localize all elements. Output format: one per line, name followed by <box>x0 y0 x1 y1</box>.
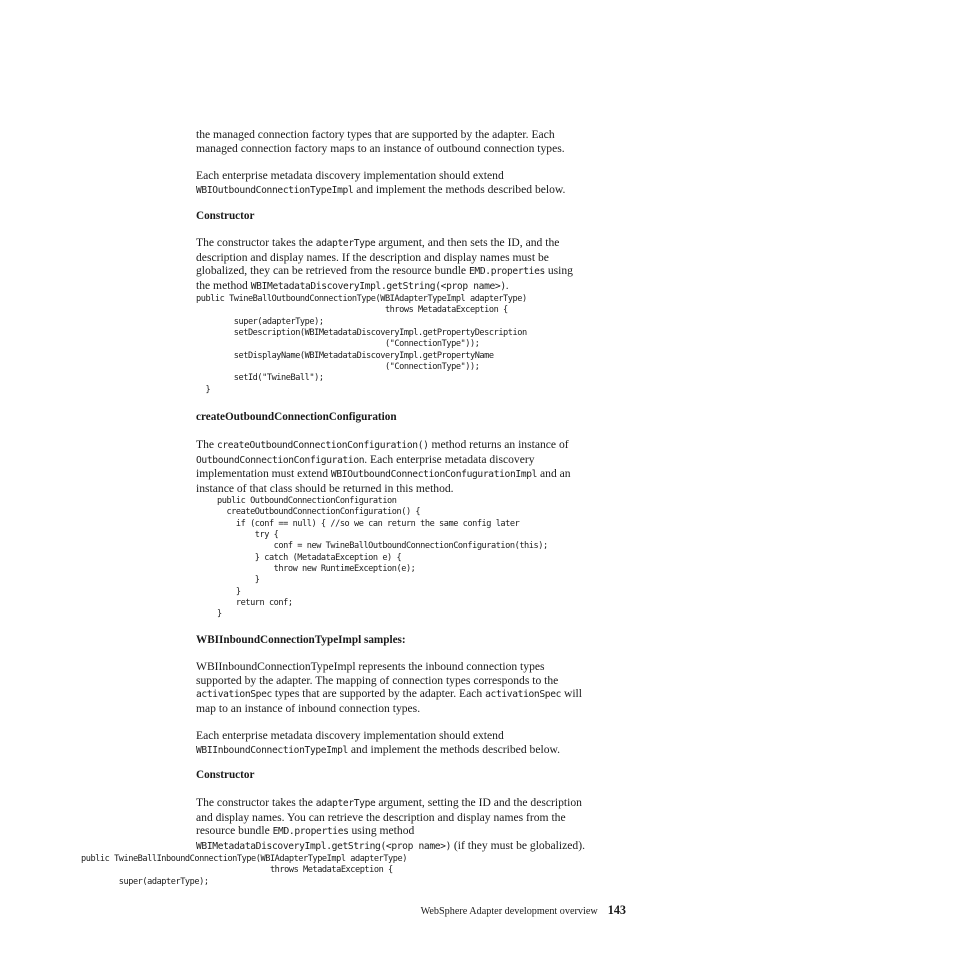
paragraph-line <box>196 183 628 198</box>
code-line: if (conf == null) { //so we can return the same config later <box>217 518 520 529</box>
paragraph-line <box>196 453 628 468</box>
paragraph-text: using method <box>348 824 415 838</box>
paragraph-line: instance of that class should be returned in this method. <box>196 481 454 495</box>
inline-code: adapterType <box>315 238 376 249</box>
section-heading-create-outbound: createOutboundConnectionConfiguration <box>196 411 397 423</box>
inline-code: activationSpec <box>196 689 272 701</box>
inline-code: OutboundConnectionConfiguration <box>196 454 365 466</box>
paragraph-text: resource bundle <box>196 824 273 838</box>
intro-paragraph <box>196 128 628 155</box>
code-line: public TwineBallOutboundConnectionType(WBIAdapterTypeImpl adapterType) <box>196 294 527 304</box>
create-description <box>196 438 628 495</box>
constructor-description <box>196 796 628 853</box>
code-line: setDisplayName(WBIMetadataDiscoveryImpl.getPropertyName <box>196 350 494 361</box>
paragraph-text: (if they must be globalized). <box>451 838 585 852</box>
constructor-description <box>196 236 628 293</box>
code-line: super(adapterType); <box>81 876 209 887</box>
code-line: } <box>217 609 222 620</box>
paragraph-text: types that are supported by the adapter. Each <box>271 687 486 701</box>
code-block-create-outbound <box>217 496 548 621</box>
paragraph-text: implementation must extend <box>196 467 331 481</box>
paragraph-line: Each enterprise metadata discovery implementation should extend <box>196 169 504 182</box>
code-line: throws MetadataException { <box>81 865 393 876</box>
inline-code: activationSpec <box>485 689 562 701</box>
paragraph-text: argument, and then sets the ID, and the <box>375 236 560 249</box>
code-line: ("ConnectionType")); <box>196 362 480 373</box>
code-line: throw new RuntimeException(e); <box>217 564 416 575</box>
intro-line: the managed connection factory types that are supported by the adapter. Each <box>196 128 555 141</box>
paragraph-text: and implement the methods described below. <box>347 742 561 756</box>
inline-code: WBIMetadataDiscoveryImpl.getString(<prop name>) <box>250 280 506 292</box>
paragraph-line: description and display names. If the description and display names must be <box>196 250 549 264</box>
code-line: return conf; <box>217 598 293 609</box>
paragraph-text: will <box>561 687 582 701</box>
section-heading-inbound-samples: WBIInboundConnectionTypeImpl samples: <box>196 634 406 646</box>
inline-code: WBIMetadataDiscoveryImpl.getString(<prop name>) <box>196 840 452 852</box>
inline-code: adapterType <box>315 798 376 809</box>
paragraph-line <box>196 839 628 854</box>
section-heading-constructor: Constructor <box>196 769 255 781</box>
code-line: setDescription(WBIMetadataDiscoveryImpl.getPropertyDescription <box>196 328 527 339</box>
page-number: 143 <box>607 903 626 917</box>
paragraph-text: globalized, they can be retrieved from the resource bundle <box>196 264 469 278</box>
paragraph-text: The constructor takes the <box>196 796 316 809</box>
code-block-inbound-constructor <box>81 854 407 888</box>
code-line: createOutboundConnectionConfiguration() { <box>217 507 421 518</box>
code-line: public OutboundConnectionConfiguration <box>217 496 397 506</box>
paragraph-text: argument, setting the ID and the description <box>375 796 582 809</box>
paragraph-line <box>196 796 628 811</box>
inbound-extend-paragraph <box>196 729 628 757</box>
inline-code: WBIOutboundConnectionConfugurationImpl <box>330 469 538 481</box>
outbound-extend-paragraph <box>196 169 628 197</box>
paragraph-line <box>196 279 628 294</box>
code-line: } <box>196 384 211 395</box>
paragraph-line: and display names. You can retrieve the description and display names from the <box>196 810 566 824</box>
paragraph-text: . <box>505 278 509 292</box>
section-heading-constructor: Constructor <box>196 210 255 222</box>
paragraph-text: The constructor takes the <box>196 236 316 249</box>
inline-code: WBIOutboundConnectionTypeImpl <box>196 184 354 196</box>
paragraph-line <box>196 264 628 279</box>
paragraph-text: method returns an instance of <box>428 438 569 451</box>
paragraph-text: and an <box>537 467 571 481</box>
code-line: } catch (MetadataException e) { <box>217 552 402 563</box>
paragraph-text: and implement the methods described below. <box>353 182 566 196</box>
paragraph-line <box>196 743 628 758</box>
inbound-description <box>196 660 628 715</box>
page-footer <box>414 903 626 919</box>
paragraph-text: using <box>544 264 573 278</box>
paragraph-line <box>196 236 628 251</box>
inline-code: WBIInboundConnectionTypeImpl <box>196 744 348 756</box>
paragraph-line <box>196 467 628 482</box>
code-line: conf = new TwineBallOutboundConnectionConfiguration(this); <box>217 541 548 552</box>
code-line: public TwineBallInboundConnectionType(WBIAdapterTypeImpl adapterType) <box>81 854 407 864</box>
paragraph-line: supported by the adapter. The mapping of connection types corresponds to the <box>196 673 559 687</box>
intro-line: managed connection factory maps to an instance of outbound connection types. <box>196 141 565 155</box>
code-block-outbound-constructor <box>196 294 527 396</box>
code-line: throws MetadataException { <box>196 305 508 316</box>
paragraph-text: . Each enterprise metadata discovery <box>364 452 535 466</box>
code-line: setId("TwineBall"); <box>196 373 324 384</box>
paragraph-line <box>196 438 628 453</box>
code-line: ("ConnectionType")); <box>196 339 480 350</box>
paragraph-line: map to an instance of inbound connection types. <box>196 701 421 715</box>
code-line: super(adapterType); <box>196 316 324 327</box>
code-line: try { <box>217 530 279 541</box>
paragraph-text: The <box>196 438 217 451</box>
paragraph-text: the method <box>196 278 251 292</box>
inline-code: EMD.properties <box>468 266 545 278</box>
paragraph-line: Each enterprise metadata discovery implementation should extend <box>196 729 504 742</box>
code-line: } <box>217 586 241 597</box>
paragraph-line: WBIInboundConnectionTypeImpl represents the inbound connection types <box>196 660 545 673</box>
footer-title: WebSphere Adapter development overview <box>420 906 598 917</box>
paragraph-line <box>196 687 628 702</box>
inline-code: createOutboundConnectionConfiguration() <box>216 440 429 451</box>
code-line: } <box>217 575 260 586</box>
paragraph-line <box>196 824 628 839</box>
inline-code: EMD.properties <box>272 826 349 838</box>
